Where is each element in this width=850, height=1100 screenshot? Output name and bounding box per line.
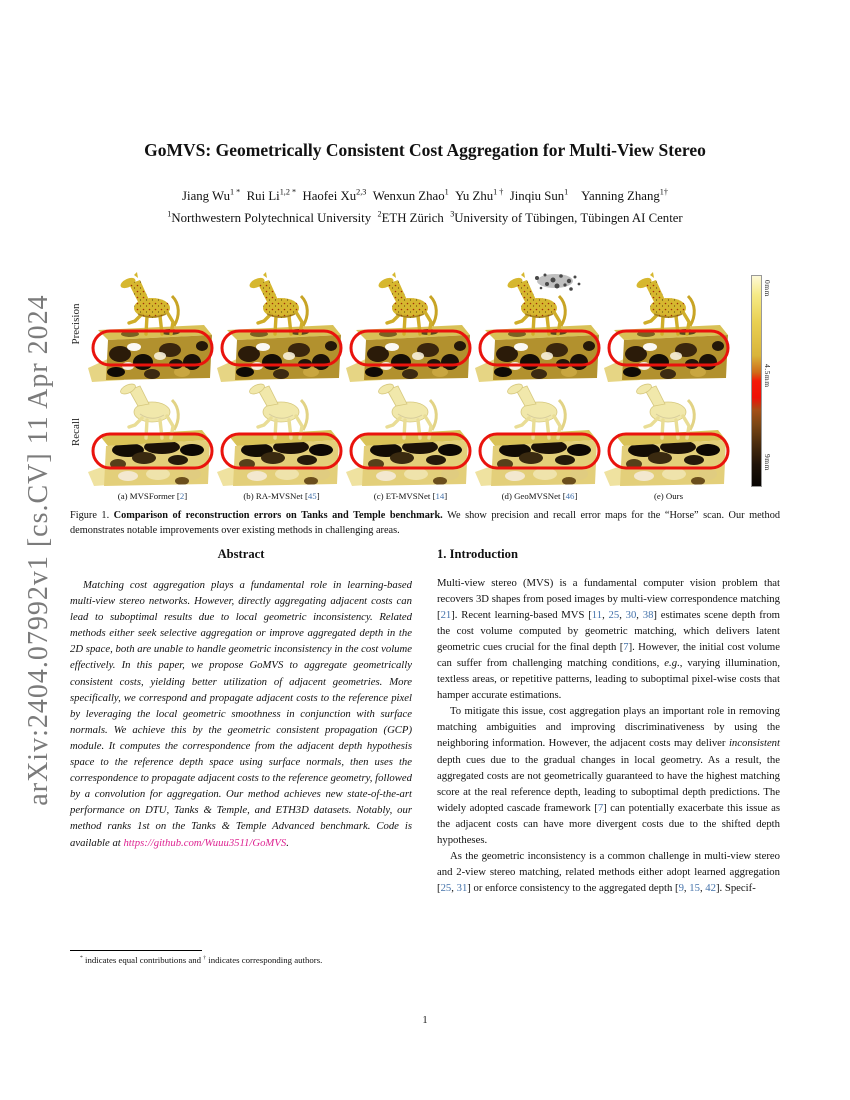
citation-link[interactable]: 45 <box>307 491 317 501</box>
panel-caption-d: (d) GeoMVSNet [46] <box>501 491 578 501</box>
colorbar-label-4-5mm: 4.5mm <box>763 364 772 388</box>
footnote-rule <box>70 950 202 951</box>
author-list: Jiang $Wu^{1 *}$ Rui $Li^{1,2 *}$ Haofei Xu$^{2,3}$ Wenxun Zhao$^1$ Yu Zhu$^{1 \dagger}$ Jinqiu Sun$^1$ Yanning Zhang$^{1\dagger}$ <box>182 187 668 203</box>
affiliation-list: $^1$Northwestern Polytechnical University $^2$ETH Zürich $^3$University of Tübingen, Tübingen AI Center <box>167 209 683 225</box>
citation-link[interactable]: 21 <box>440 609 452 622</box>
footnote <box>70 950 412 965</box>
figure-1 <box>72 272 778 506</box>
colorbar-label-9mm: 9mm <box>763 454 772 471</box>
figure-caption: Figure 1. Comparison of reconstruction errors on Tanks and Temple benchmark. We show precision and recall error maps for the “Horse” scan. Our method demonstrates notable improvements over existing methods in challenging areas. <box>70 510 780 536</box>
citation-link[interactable]: 9 <box>678 881 684 894</box>
citation-link[interactable]: 2 <box>179 491 185 501</box>
url-link[interactable]: https://github.com/Wuuu3511/GoMVS <box>123 836 287 849</box>
citation-link[interactable]: 7 <box>597 801 604 814</box>
panel-caption-b: (b) RA-MVSNet [45] <box>243 491 320 501</box>
panel-caption-c: (c) ET-MVSNet [14] <box>373 491 448 501</box>
figure-row-label-precision: Precision <box>70 303 82 345</box>
paper-title: GoMVS: Geometrically Consistent Cost Aggregation for Multi-View Stereo <box>144 140 706 160</box>
intro-paragraph-2: To mitigate this issue, cost aggregation plays an important role in removing matching ambiguities and improving discriminativeness by using the neighboring information. However, the adjacent costs may deliver inconsistent depth cues due to the gradual changes in local geometry. As a result, the aggregated costs are not geometrically guaranteed to have the highest matching score at the real reference depth, leading to suboptimal depth predictions. The widely adopted cascade framework [7] can potentially exacerbate this issue as the adjacent costs can have more divergent costs due to the shifted depth hypotheses. <box>437 705 780 846</box>
citation-link[interactable]: 14 <box>435 491 445 501</box>
right-column <box>437 547 780 896</box>
panel-caption-a: (a) MVSFormer [2] <box>117 491 188 501</box>
abstract-heading: Abstract <box>217 547 265 561</box>
citation-link[interactable]: 11 <box>591 609 603 622</box>
left-column <box>70 547 412 851</box>
colorbar-label-0mm: 0mm <box>763 280 772 297</box>
arxiv-watermark: arXiv:2404.07992v1 [cs.CV] 11 Apr 2024 <box>23 294 54 806</box>
citation-link[interactable]: 25 <box>440 881 452 894</box>
citation-link[interactable]: 15 <box>689 881 700 894</box>
citation-link[interactable]: 25 <box>608 609 620 622</box>
page-number: 1 <box>422 1015 428 1026</box>
figure-panels-image <box>88 272 733 488</box>
panel-caption-e: (e) Ours <box>653 491 684 501</box>
citation-link[interactable]: 38 <box>642 609 654 622</box>
error-colorbar <box>751 275 762 487</box>
intro-paragraph-1: Multi-view stereo (MVS) is a fundamental computer vision problem that recovers 3D shapes from posed images by multi-view correspondence matching [21]. Recent learning-based MVS [11, 25, 30, 38] estimates scene depth from the cost volume computed by geometric matching, which delivers latent geometric cues crucial for the final depth [7]. However, the initial cost volume can suffer from challenging matching conditions, e.g., varying illumination, textless areas, or repetitive patterns, leading to suboptimal pixel-wise costs that hamper accurate estimations. <box>437 577 780 702</box>
footnote-text: * indicates equal contributions and † indicates corresponding authors. <box>80 955 323 965</box>
figure-row-label-recall: Recall <box>70 417 82 447</box>
citation-link[interactable]: 42 <box>705 881 716 894</box>
intro-paragraph-3: As the geometric inconsistency is a common challenge in multi-view stereo and 2-view stereo matching, related methods either adopt learned aggregation [25, 31] or enforce consistency to the aggregated depth [9, 15, 42]. Specif- <box>437 849 780 894</box>
citation-link[interactable]: 46 <box>565 491 575 501</box>
introduction-heading: 1. Introduction <box>437 547 518 561</box>
citation-link[interactable]: 7 <box>623 641 629 654</box>
citation-link[interactable]: 31 <box>456 881 468 894</box>
citation-link[interactable]: 30 <box>625 609 637 622</box>
abstract-text: Matching cost aggregation plays a fundamental role in learning-based multi-view stereo networks. However, directly aggregating adjacent costs can lead to suboptimal results due to local geometric inconsistency. Related methods either seek selective aggregation or improve aggregated depth in the 2D space, both are unable to handle geometric inconsistency in the cost volume effectively. In this paper, we propose GoMVS to aggregate geometrically consistent costs, yielding better utilization of adjacent geometries. More specifically, we correspond and propagate adjacent costs to the reference pixel by leveraging the local geometric smoothness in conjunction with surface normals. We achieve this by the geometric consistent propagation (GCP) module. It computes the correspondence from the adjacent depth hypothesis space to the reference depth space using surface normals, then uses the correspondence to propagate adjacent costs to the reference geometry, followed by a convolution for aggregation. Our method achieves new state-of-the-art performance on DTU, Tanks & Temple, and ETH3D datasets. Notably, our method ranks 1st on the Tanks & Temple Advanced benchmark. Code is available at https://github.com/Wuuu3511/GoMVS. <box>70 579 412 849</box>
